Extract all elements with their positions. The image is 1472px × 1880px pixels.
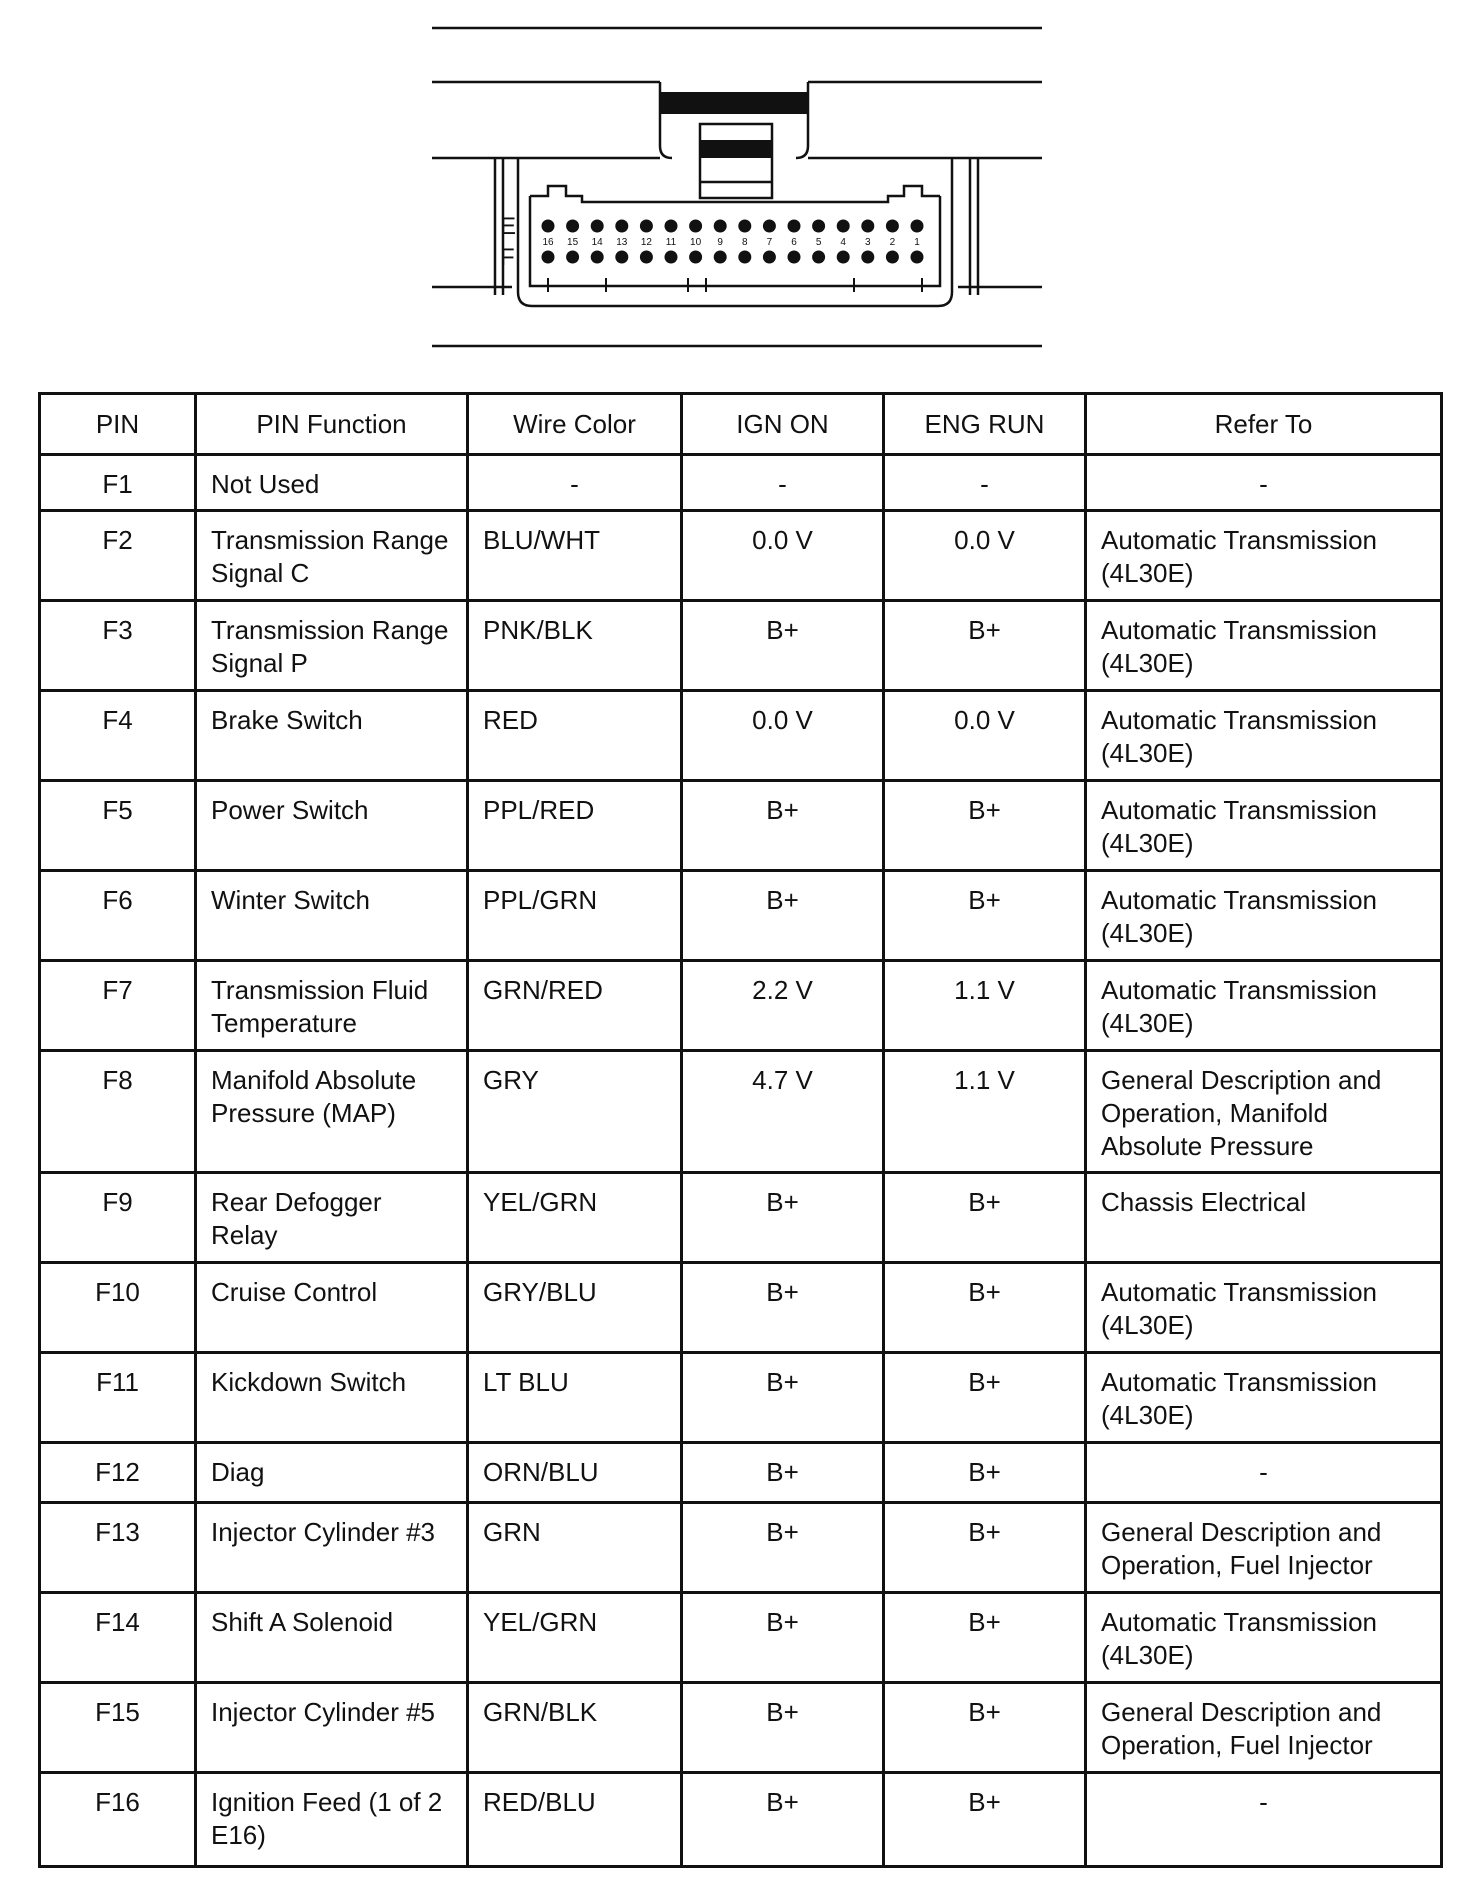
header-wire-color: Wire Color — [468, 394, 682, 455]
refer-to-cell: Automatic Transmission (4L30E) — [1086, 1593, 1442, 1683]
pin-function-cell: Brake Switch — [196, 691, 468, 781]
wire-color-cell: YEL/GRN — [468, 1593, 682, 1683]
pin-function-cell: Ignition Feed (1 of 2 E16) — [196, 1773, 468, 1867]
pin-cell: F5 — [40, 781, 196, 871]
pin-function-cell: Transmission Range Signal P — [196, 601, 468, 691]
pin-dot-e — [640, 220, 653, 233]
pin-dot-f — [886, 251, 899, 264]
eng-run-cell: B+ — [884, 1773, 1086, 1867]
wire-color-cell: LT BLU — [468, 1353, 682, 1443]
eng-run-cell: B+ — [884, 1683, 1086, 1773]
refer-to-cell: Automatic Transmission (4L30E) — [1086, 871, 1442, 961]
pin-number-label: 14 — [591, 237, 603, 248]
pin-dot-f — [812, 251, 825, 264]
ign-on-cell: 0.0 V — [682, 691, 884, 781]
header-refer-to: Refer To — [1086, 394, 1442, 455]
eng-run-cell: - — [884, 455, 1086, 511]
eng-run-cell: B+ — [884, 1353, 1086, 1443]
wire-color-cell: ORN/BLU — [468, 1443, 682, 1503]
pin-dot-e — [738, 220, 751, 233]
latch-dark-band-2 — [700, 140, 772, 158]
pin-function-cell: Shift A Solenoid — [196, 1593, 468, 1683]
ign-on-cell: B+ — [682, 601, 884, 691]
pin-cell: F2 — [40, 511, 196, 601]
table-header-row — [40, 394, 1442, 455]
ign-on-cell: B+ — [682, 1683, 884, 1773]
pin-dot-f — [788, 251, 801, 264]
refer-to-cell: Automatic Transmission (4L30E) — [1086, 781, 1442, 871]
wire-color-cell: - — [468, 455, 682, 511]
pin-number-label: 8 — [742, 237, 748, 248]
pin-number-label: 15 — [567, 237, 579, 248]
eng-run-cell: B+ — [884, 1263, 1086, 1353]
pin-function-cell: Winter Switch — [196, 871, 468, 961]
pin-cell: F12 — [40, 1443, 196, 1503]
pin-cell: F15 — [40, 1683, 196, 1773]
ign-on-cell: 2.2 V — [682, 961, 884, 1051]
pin-dot-e — [689, 220, 702, 233]
pin-function-cell: Injector Cylinder #3 — [196, 1503, 468, 1593]
pin-dot-f — [738, 251, 751, 264]
pin-dot-e — [591, 220, 604, 233]
eng-run-cell: B+ — [884, 1173, 1086, 1263]
row-label-f: F — [500, 244, 515, 271]
pin-function-cell: Rear Defogger Relay — [196, 1173, 468, 1263]
wire-color-cell: YEL/GRN — [468, 1173, 682, 1263]
table-body — [40, 455, 1442, 1867]
pin-number-label: 11 — [665, 237, 677, 248]
pin-dot-e — [566, 220, 579, 233]
eng-run-cell: B+ — [884, 1443, 1086, 1503]
pin-dot-e — [788, 220, 801, 233]
eng-run-cell: 0.0 V — [884, 511, 1086, 601]
wire-color-cell: GRN — [468, 1503, 682, 1593]
pin-dot-e — [615, 220, 628, 233]
pin-function-cell: Injector Cylinder #5 — [196, 1683, 468, 1773]
refer-to-cell: Automatic Transmission (4L30E) — [1086, 1263, 1442, 1353]
table-row — [40, 1443, 1442, 1503]
connector-diagram — [0, 0, 1472, 380]
pin-dot-f — [911, 251, 924, 264]
row-label-e: E — [500, 213, 517, 240]
pin-dot-e — [763, 220, 776, 233]
pinout-table — [38, 392, 1443, 1868]
pin-dot-e — [665, 220, 678, 233]
pin-cell: F7 — [40, 961, 196, 1051]
refer-to-cell: Automatic Transmission (4L30E) — [1086, 1353, 1442, 1443]
pin-function-cell: Transmission Range Signal C — [196, 511, 468, 601]
pin-dot-f — [861, 251, 874, 264]
table-row — [40, 961, 1442, 1051]
header-pin-function: PIN Function — [196, 394, 468, 455]
refer-to-cell: Automatic Transmission (4L30E) — [1086, 691, 1442, 781]
wire-color-cell: PPL/RED — [468, 781, 682, 871]
pin-function-cell: Manifold Absolute Pressure (MAP) — [196, 1051, 468, 1173]
eng-run-cell: B+ — [884, 601, 1086, 691]
pin-cell: F10 — [40, 1263, 196, 1353]
pin-cell: F9 — [40, 1173, 196, 1263]
pin-number-label: 5 — [815, 237, 822, 248]
refer-to-cell: Chassis Electrical — [1086, 1173, 1442, 1263]
pin-number-label: 1 — [914, 237, 920, 248]
refer-to-cell: General Description and Operation, Fuel Injector — [1086, 1683, 1442, 1773]
wire-color-cell: GRN/BLK — [468, 1683, 682, 1773]
table-row — [40, 1173, 1442, 1263]
header-ign-on: IGN ON — [682, 394, 884, 455]
ign-on-cell: B+ — [682, 1263, 884, 1353]
pin-dot-e — [714, 220, 727, 233]
pin-cell: F14 — [40, 1593, 196, 1683]
eng-run-cell: B+ — [884, 781, 1086, 871]
wire-color-cell: PNK/BLK — [468, 601, 682, 691]
pin-number-label: 4 — [840, 237, 846, 248]
pin-dot-e — [911, 220, 924, 233]
header-pin: PIN — [40, 394, 196, 455]
pin-number-label: 2 — [889, 237, 896, 248]
latch-dark-band — [660, 92, 808, 114]
pin-dot-f — [566, 251, 579, 264]
ign-on-cell: B+ — [682, 1353, 884, 1443]
pin-dot-e — [812, 220, 825, 233]
refer-to-cell: Automatic Transmission (4L30E) — [1086, 511, 1442, 601]
table-row — [40, 1593, 1442, 1683]
table-row — [40, 781, 1442, 871]
table-row — [40, 1263, 1442, 1353]
wire-color-cell: PPL/GRN — [468, 871, 682, 961]
pin-number-label: 12 — [640, 237, 652, 248]
wire-color-cell: RED — [468, 691, 682, 781]
eng-run-cell: 0.0 V — [884, 691, 1086, 781]
table-row — [40, 871, 1442, 961]
refer-to-cell: General Description and Operation, Fuel Injector — [1086, 1503, 1442, 1593]
wire-color-cell: GRY — [468, 1051, 682, 1173]
table-row — [40, 1353, 1442, 1443]
refer-to-cell: Automatic Transmission (4L30E) — [1086, 601, 1442, 691]
pin-cell: F8 — [40, 1051, 196, 1173]
wire-color-cell: GRY/BLU — [468, 1263, 682, 1353]
table-row — [40, 1683, 1442, 1773]
ign-on-cell: - — [682, 455, 884, 511]
ign-on-cell: B+ — [682, 871, 884, 961]
refer-to-cell: - — [1086, 1443, 1442, 1503]
pin-rows — [542, 220, 924, 264]
refer-to-cell: - — [1086, 455, 1442, 511]
eng-run-cell: B+ — [884, 1503, 1086, 1593]
wire-color-cell: GRN/RED — [468, 961, 682, 1051]
pin-cell: F1 — [40, 455, 196, 511]
connector-outline — [432, 28, 1042, 346]
pin-cell: F6 — [40, 871, 196, 961]
pin-number-label: 16 — [542, 237, 554, 248]
pin-cell: F3 — [40, 601, 196, 691]
ign-on-cell: 4.7 V — [682, 1051, 884, 1173]
pin-dot-e — [886, 220, 899, 233]
table-row — [40, 455, 1442, 511]
table-row — [40, 1773, 1442, 1867]
pin-number-label: 6 — [791, 237, 797, 248]
pin-function-cell: Not Used — [196, 455, 468, 511]
pin-dot-f — [615, 251, 628, 264]
ign-on-cell: B+ — [682, 781, 884, 871]
pin-function-cell: Kickdown Switch — [196, 1353, 468, 1443]
eng-run-cell: 1.1 V — [884, 961, 1086, 1051]
pin-dot-f — [542, 251, 555, 264]
pin-dot-e — [542, 220, 555, 233]
table-row — [40, 1051, 1442, 1173]
wire-color-cell: BLU/WHT — [468, 511, 682, 601]
ign-on-cell: B+ — [682, 1443, 884, 1503]
refer-to-cell: Automatic Transmission (4L30E) — [1086, 961, 1442, 1051]
table-row — [40, 601, 1442, 691]
pin-dot-e — [861, 220, 874, 233]
pin-number-label: 3 — [865, 237, 871, 248]
pin-dot-e — [837, 220, 850, 233]
pin-function-cell: Transmission Fluid Temperature — [196, 961, 468, 1051]
pin-number-label: 9 — [717, 237, 723, 248]
ign-on-cell: B+ — [682, 1173, 884, 1263]
pin-dot-f — [837, 251, 850, 264]
ign-on-cell: B+ — [682, 1773, 884, 1867]
pin-number-label: 13 — [616, 237, 628, 248]
ign-on-cell: B+ — [682, 1503, 884, 1593]
table-row — [40, 1503, 1442, 1593]
pin-cell: F13 — [40, 1503, 196, 1593]
eng-run-cell: 1.1 V — [884, 1051, 1086, 1173]
pin-cell: F16 — [40, 1773, 196, 1867]
pin-function-cell: Cruise Control — [196, 1263, 468, 1353]
wire-color-cell: RED/BLU — [468, 1773, 682, 1867]
pin-dot-f — [763, 251, 776, 264]
pin-dot-f — [714, 251, 727, 264]
pin-dot-f — [665, 251, 678, 264]
pin-function-cell: Diag — [196, 1443, 468, 1503]
ign-on-cell: 0.0 V — [682, 511, 884, 601]
pin-number-label: 7 — [766, 237, 773, 248]
pin-dot-f — [640, 251, 653, 264]
table-row — [40, 691, 1442, 781]
pin-cell: F11 — [40, 1353, 196, 1443]
table-row — [40, 511, 1442, 601]
ign-on-cell: B+ — [682, 1593, 884, 1683]
pin-number-label: 10 — [690, 237, 702, 248]
pin-dot-f — [689, 251, 702, 264]
pin-dot-f — [591, 251, 604, 264]
eng-run-cell: B+ — [884, 1593, 1086, 1683]
eng-run-cell: B+ — [884, 871, 1086, 961]
pin-function-cell: Power Switch — [196, 781, 468, 871]
refer-to-cell: General Description and Operation, Manifold Absolute Pressure — [1086, 1051, 1442, 1173]
pin-cell: F4 — [40, 691, 196, 781]
refer-to-cell: - — [1086, 1773, 1442, 1867]
header-eng-run: ENG RUN — [884, 394, 1086, 455]
